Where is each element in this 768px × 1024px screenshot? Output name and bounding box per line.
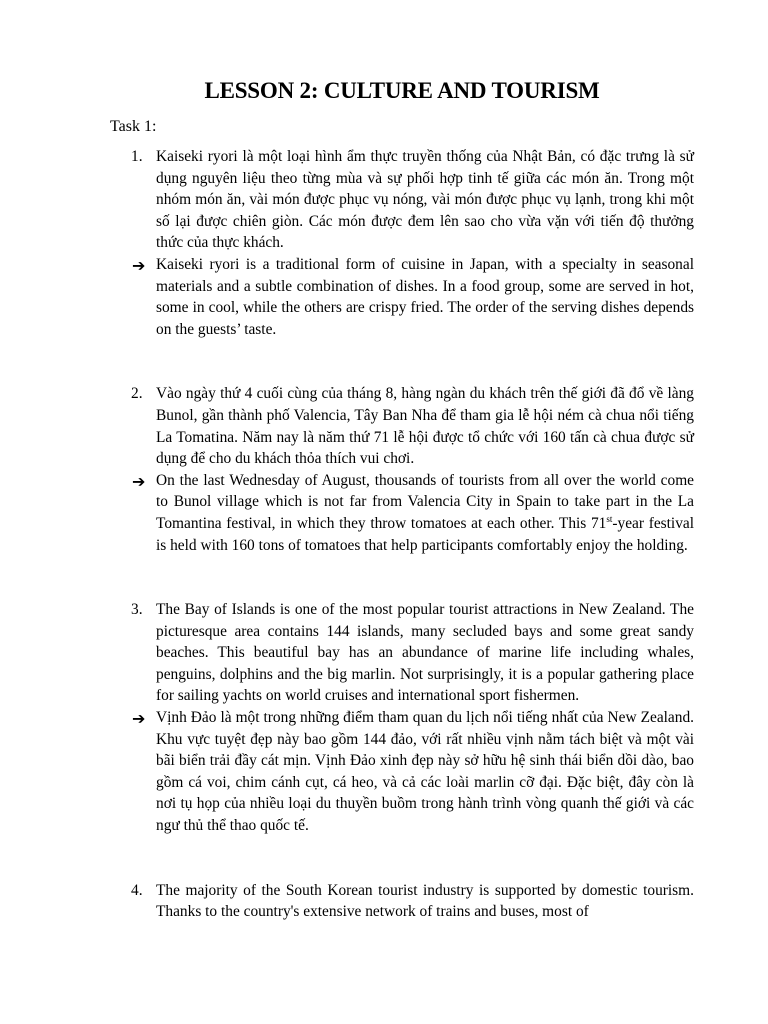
item-number: 2.	[131, 385, 143, 403]
exercise-item-3	[110, 599, 694, 837]
item-number: 3.	[131, 601, 143, 619]
ordinal-suffix: st	[606, 513, 613, 524]
item-number: 4.	[131, 881, 143, 899]
item-translation-text	[132, 707, 694, 837]
exercise-item-1	[110, 146, 694, 340]
translation-body: Vịnh Đảo là một trong những điểm tham quan du lịch nổi tiếng nhất của New Zealand. Khu vực tuyệt đẹp này bao gồm 144 đảo, với rất nhiều vịnh nằm tách biệt và một vài bãi biển trải đầy cát mịn. Vịnh Đảo xinh đẹp này sở hữu hệ sinh thái biển dồi dào, bao gồm cá voi, chim cánh cụt, cá heo, và cả các loài marlin cỡ đại. Đặc biệt, đây còn là nơi tụ họp của nhiều loại du thuyền buồm trong hành trình vòng quanh thế giới và các ngư thủ thể thao quốc tế.	[156, 709, 694, 835]
item-source-text: The Bay of Islands is one of the most popular tourist attractions in New Zealand. The picturesque area contains 144 islands, many secluded bays and some great sandy beaches. This beautiful bay has an abundance of marine life including whales, penguins, dolphins and the big marlin. Not surprisingly, it is a popular gathering place for sailing yachts on world cruises and international sport fishermen.	[156, 601, 694, 705]
exercise-item-2	[110, 383, 694, 556]
item-translation-text	[132, 470, 694, 556]
item-translation-text	[132, 254, 694, 340]
exercise-item-4	[110, 880, 694, 923]
lesson-title: LESSON 2: CULTURE AND TOURISM	[204, 78, 600, 103]
item-number: 1.	[131, 148, 143, 165]
arrow-right-icon: ➔	[132, 709, 146, 729]
task-label: Task 1:	[110, 118, 157, 135]
translation-body-start: On the last Wednesday of August, thousands of tourists from all over the world come to Bunol village which is not far from Valencia City in Spain to take part in the La Tomantina festival, in which they throw tomatoes at each other. This 71	[156, 471, 694, 532]
item-source-text: The majority of the South Korean tourist industry is supported by domestic tourism. Thanks to the country's extensive network of trains and buses, most of	[156, 881, 694, 921]
item-source-text: Kaiseki ryori là một loại hình ẩm thực truyền thống của Nhật Bản, có đặc trưng là sử dụng nguyên liệu theo từng mùa và sự phối hợp tinh tế giữa các món ăn. Trong một nhóm món ăn, vài món được phục vụ nóng, vài món được phục vụ lạnh, trong khi một số lại được chiên giòn. Các món được đem lên sao cho vừa vặn với tiến độ thưởng thức của thực khách.	[156, 148, 694, 252]
item-source-text: Vào ngày thứ 4 cuối cùng của tháng 8, hàng ngàn du khách trên thế giới đã đổ về làng Bunol, gần thành phố Valencia, Tây Ban Nha để tham gia lễ hội ném cà chua nổi tiếng La Tomatina. Năm nay là năm thứ 71 lễ hội được tổ chức với 160 tấn cà chua được sử dụng để cho du khách thỏa thích vui chơi.	[156, 385, 694, 468]
translation-body: Kaiseki ryori is a traditional form of cuisine in Japan, with a specialty in seasonal materials and a subtle combination of dishes. In a food group, some are served in hot, some in cool, while the others are crispy fried. The order of the serving dishes depends on the guests’ taste.	[156, 255, 694, 338]
translation-body-end: -year festival is held with 160 tons of tomatoes that help participants comfortably enjoy the holding.	[156, 514, 694, 554]
arrow-right-icon: ➔	[132, 471, 146, 491]
arrow-right-icon: ➔	[132, 255, 146, 275]
